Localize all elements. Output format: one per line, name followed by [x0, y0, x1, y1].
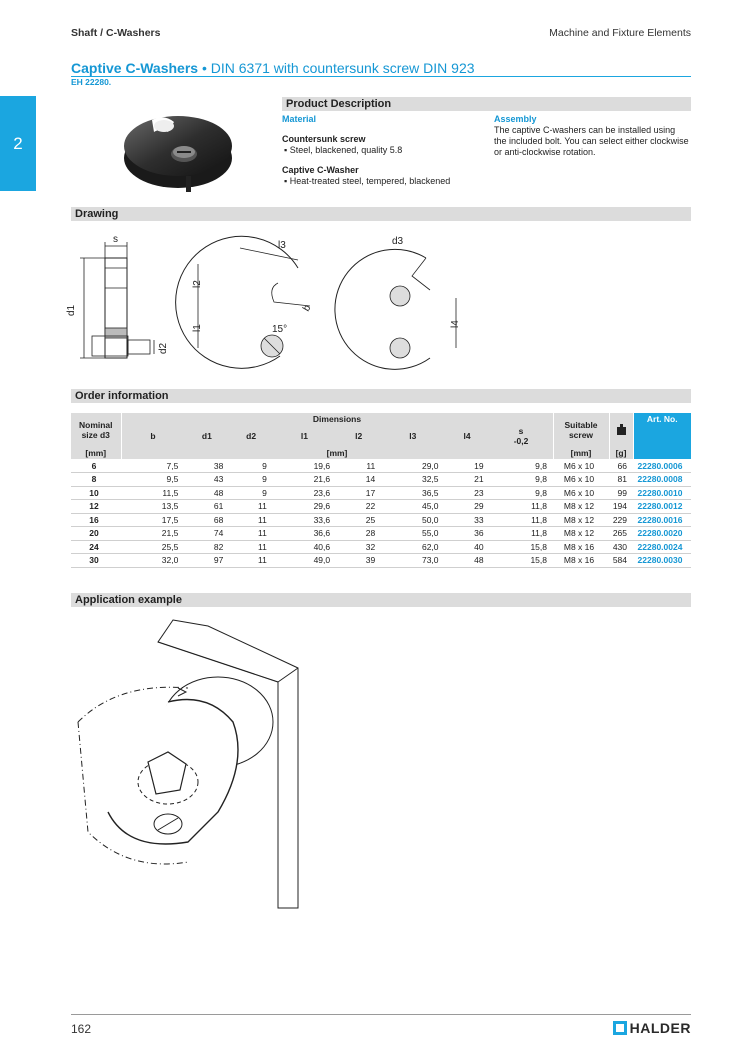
product-code: EH 22280. — [71, 77, 112, 87]
col-l3: l3 — [381, 425, 444, 447]
cell-d1: 97 — [184, 554, 229, 568]
table-units-row — [71, 447, 691, 459]
cell-d2: 11 — [229, 527, 272, 541]
cell-l1: 49,0 — [273, 554, 336, 568]
unit-screw: [mm] — [553, 447, 609, 459]
cell-b: 13,5 — [121, 500, 184, 514]
cell-l1: 19,6 — [273, 459, 336, 473]
cell-l2: 39 — [336, 554, 381, 568]
material-column — [282, 114, 482, 187]
washer-spec-text: Heat-treated steel, tempered, blackened — [289, 176, 451, 186]
cell-l1: 40,6 — [273, 540, 336, 554]
col-s — [490, 425, 553, 447]
cell-size: 8 — [71, 473, 121, 487]
category-title: Machine and Fixture Elements — [549, 27, 691, 39]
cell-screw: M6 x 10 — [553, 486, 609, 500]
cell-weight: 265 — [609, 527, 633, 541]
cell-b: 7,5 — [121, 459, 184, 473]
label-l2: l2 — [192, 280, 203, 288]
table-row — [71, 527, 691, 541]
cell-l1: 36,6 — [273, 527, 336, 541]
cell-art[interactable]: 22280.0020 — [633, 527, 691, 541]
cell-b: 25,5 — [121, 540, 184, 554]
washer-heading: Captive C-Washer — [282, 165, 359, 175]
cell-b: 17,5 — [121, 513, 184, 527]
cell-weight: 66 — [609, 459, 633, 473]
cell-screw: M6 x 10 — [553, 459, 609, 473]
table-row — [71, 486, 691, 500]
brand-name: HALDER — [629, 1020, 691, 1036]
cell-s: 9,8 — [490, 486, 553, 500]
cell-weight: 194 — [609, 500, 633, 514]
cell-l2: 32 — [336, 540, 381, 554]
cell-l3: 55,0 — [381, 527, 444, 541]
col-screw: Suitable screw — [553, 413, 609, 447]
col-l4: l4 — [445, 425, 490, 447]
cell-l1: 29,6 — [273, 500, 336, 514]
footer-rule — [71, 1014, 691, 1015]
cell-weight: 99 — [609, 486, 633, 500]
technical-drawing — [60, 228, 480, 378]
screw-heading: Countersunk screw — [282, 134, 366, 144]
cell-size: 16 — [71, 513, 121, 527]
col-s-tolerance: -0,2 — [513, 436, 529, 446]
label-l1: l1 — [192, 324, 203, 332]
product-title — [71, 60, 475, 76]
col-s-label: s — [518, 426, 524, 436]
col-d1: d1 — [184, 425, 229, 447]
cell-d1: 43 — [184, 473, 229, 487]
label-l3: l3 — [278, 240, 286, 251]
col-b: b — [121, 425, 184, 447]
cell-l2: 17 — [336, 486, 381, 500]
product-description-bar: Product Description — [282, 97, 691, 111]
assembly-heading: Assembly — [494, 114, 537, 124]
unit-size: [mm] — [71, 447, 121, 459]
cell-screw: M8 x 16 — [553, 554, 609, 568]
cell-s: 15,8 — [490, 554, 553, 568]
label-d1: d1 — [66, 304, 77, 316]
weight-icon — [617, 424, 626, 435]
cell-d2: 9 — [229, 486, 272, 500]
cell-l4: 33 — [445, 513, 490, 527]
cell-l4: 21 — [445, 473, 490, 487]
cell-art[interactable]: 22280.0030 — [633, 554, 691, 568]
page-number: 162 — [71, 1022, 92, 1036]
cell-l2: 28 — [336, 527, 381, 541]
table-row — [71, 540, 691, 554]
cell-d2: 11 — [229, 554, 272, 568]
cell-size: 20 — [71, 527, 121, 541]
col-weight — [609, 413, 633, 447]
table-row — [71, 513, 691, 527]
product-photo — [112, 100, 242, 198]
cell-art[interactable]: 22280.0008 — [633, 473, 691, 487]
cell-l4: 48 — [445, 554, 490, 568]
cell-d2: 11 — [229, 513, 272, 527]
cell-screw: M8 x 16 — [553, 540, 609, 554]
cell-d2: 9 — [229, 459, 272, 473]
label-b: b — [301, 303, 314, 314]
cell-art[interactable]: 22280.0010 — [633, 486, 691, 500]
cell-l2: 14 — [336, 473, 381, 487]
cell-art[interactable]: 22280.0006 — [633, 459, 691, 473]
cell-screw: M6 x 10 — [553, 473, 609, 487]
cell-l4: 40 — [445, 540, 490, 554]
cell-l3: 36,5 — [381, 486, 444, 500]
cell-l4: 29 — [445, 500, 490, 514]
screw-spec-text: Steel, blackened, quality 5.8 — [289, 145, 403, 155]
cell-l1: 23,6 — [273, 486, 336, 500]
cell-l3: 73,0 — [381, 554, 444, 568]
title-rule — [71, 76, 691, 77]
cell-l4: 23 — [445, 486, 490, 500]
cell-screw: M8 x 12 — [553, 500, 609, 514]
cell-l4: 19 — [445, 459, 490, 473]
cell-weight: 81 — [609, 473, 633, 487]
col-l2: l2 — [336, 425, 381, 447]
product-title-bold: Captive C-Washers — [71, 60, 199, 76]
cell-s: 9,8 — [490, 473, 553, 487]
label-d2: d2 — [158, 342, 169, 354]
cell-l2: 11 — [336, 459, 381, 473]
col-dimensions: Dimensions — [121, 413, 553, 425]
label-l4: l4 — [450, 320, 461, 328]
table-row — [71, 554, 691, 568]
cell-screw: M8 x 12 — [553, 513, 609, 527]
cell-l3: 50,0 — [381, 513, 444, 527]
cell-l3: 29,0 — [381, 459, 444, 473]
cell-l1: 33,6 — [273, 513, 336, 527]
unit-weight: [g] — [609, 447, 633, 459]
cell-d1: 38 — [184, 459, 229, 473]
col-d2: d2 — [229, 425, 272, 447]
cell-l1: 21,6 — [273, 473, 336, 487]
cell-l3: 62,0 — [381, 540, 444, 554]
chapter-tab[interactable]: 2 — [0, 96, 36, 191]
brand-logo — [613, 1020, 691, 1036]
order-bar: Order information — [71, 389, 691, 403]
cell-art[interactable]: 22280.0016 — [633, 513, 691, 527]
cell-d1: 82 — [184, 540, 229, 554]
section-title: Shaft / C-Washers — [71, 27, 161, 39]
cell-b: 32,0 — [121, 554, 184, 568]
cell-l3: 45,0 — [381, 500, 444, 514]
table-row — [71, 459, 691, 473]
unit-dims: [mm] — [121, 447, 553, 459]
label-angle: 15° — [272, 324, 288, 335]
cell-weight: 430 — [609, 540, 633, 554]
cell-size: 10 — [71, 486, 121, 500]
cell-size: 12 — [71, 500, 121, 514]
col-nominal: Nominal size d3 — [71, 413, 121, 447]
cell-d2: 9 — [229, 473, 272, 487]
order-table-body — [71, 459, 691, 567]
cell-b: 11,5 — [121, 486, 184, 500]
col-art: Art. No. — [633, 413, 691, 459]
cell-s: 11,8 — [490, 500, 553, 514]
screw-spec: ▪ Steel, blackened, quality 5.8 — [284, 145, 403, 155]
halder-logo-icon — [613, 1021, 627, 1035]
order-table — [71, 413, 691, 568]
cell-b: 9,5 — [121, 473, 184, 487]
cell-l4: 36 — [445, 527, 490, 541]
cell-d1: 68 — [184, 513, 229, 527]
cell-s: 11,8 — [490, 513, 553, 527]
cell-art[interactable]: 22280.0012 — [633, 500, 691, 514]
label-d3: d3 — [392, 236, 404, 247]
cell-d2: 11 — [229, 500, 272, 514]
cell-l2: 25 — [336, 513, 381, 527]
label-s: s — [113, 234, 118, 245]
cell-d1: 61 — [184, 500, 229, 514]
application-illustration — [68, 612, 328, 912]
cell-s: 15,8 — [490, 540, 553, 554]
cell-s: 11,8 — [490, 527, 553, 541]
table-row — [71, 473, 691, 487]
cell-size: 6 — [71, 459, 121, 473]
cell-d1: 48 — [184, 486, 229, 500]
cell-d1: 74 — [184, 527, 229, 541]
cell-b: 21,5 — [121, 527, 184, 541]
assembly-text: The captive C-washers can be installed using the included bolt. You can select either clockwise or anti-clockwise rotation. — [494, 125, 689, 157]
cell-weight: 584 — [609, 554, 633, 568]
application-bar: Application example — [71, 593, 691, 607]
material-heading: Material — [282, 114, 317, 124]
cell-s: 9,8 — [490, 459, 553, 473]
cell-weight: 229 — [609, 513, 633, 527]
cell-l3: 32,5 — [381, 473, 444, 487]
table-header-row — [71, 413, 691, 425]
drawing-bar: Drawing — [71, 207, 691, 221]
product-title-rest: • DIN 6371 with countersunk screw DIN 923 — [198, 60, 475, 76]
cell-size: 30 — [71, 554, 121, 568]
cell-art[interactable]: 22280.0024 — [633, 540, 691, 554]
table-row — [71, 500, 691, 514]
washer-spec: ▪ Heat-treated steel, tempered, blackened — [284, 176, 451, 186]
cell-l2: 22 — [336, 500, 381, 514]
assembly-column — [494, 114, 690, 158]
cell-size: 24 — [71, 540, 121, 554]
cell-screw: M8 x 12 — [553, 527, 609, 541]
cell-d2: 11 — [229, 540, 272, 554]
col-l1: l1 — [273, 425, 336, 447]
